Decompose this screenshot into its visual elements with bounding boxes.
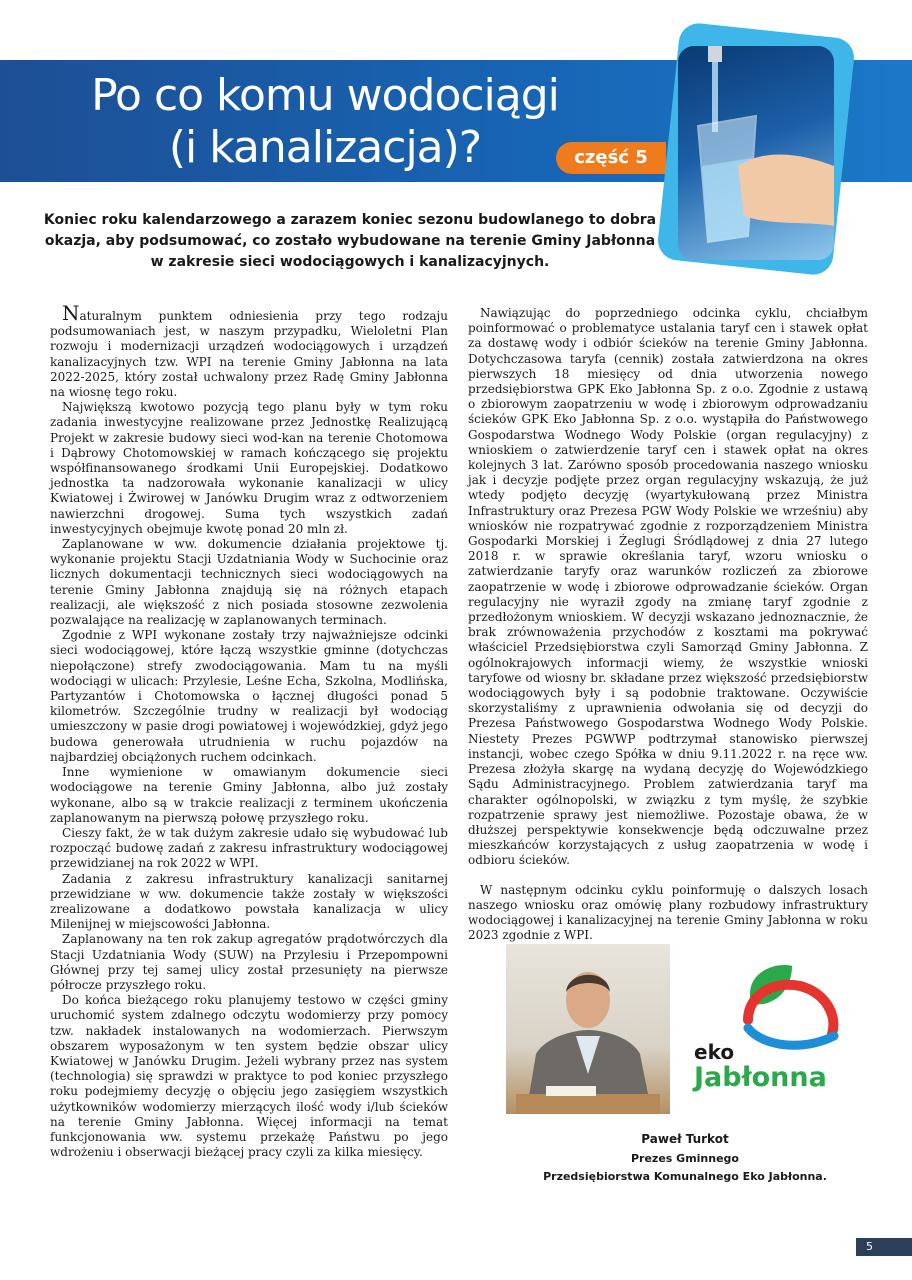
paragraph-gap <box>468 869 868 883</box>
author-role-line-2: Przedsiębiorstwa Komunalnego Eko Jabłonna. <box>543 1170 827 1183</box>
author-photo <box>506 944 670 1114</box>
logo-name: Jabłonna <box>694 1062 827 1093</box>
article-paragraph-3: Zaplanowane w ww. dokumencie działania projektowe tj. wykonanie projektu Stacji Uzdatniania Wody w Suchocinie oraz licznych dokumentacji technicznych sieci wodociągowych na terenie Gminy Jabłonna znajdują się na różnych etapach realizacji, ale większość z nich posiada stosowne zezwolenia pozwalające na realizację w zaplanowanych terminach. <box>50 537 448 628</box>
author-role-line-1: Prezes Gminnego <box>630 1152 739 1165</box>
article-column-left <box>50 301 448 1160</box>
dropcap: N <box>62 301 80 325</box>
article-paragraph-1 <box>50 301 448 400</box>
article-paragraph-1-text: aturalnym punktem odniesienia przy tego rodzaju podsumowaniach jest, w naszym przypadku, Wieloletni Plan rozwoju i modernizacji urządzeń wodociągowych i urządzeń kanalizacyjnych tzw. WPI na terenie Gminy Jabłonna na lata 2022-2025, który został uchwalony przez Radę Gminy Jabłonna na wiosnę tego roku. <box>50 309 448 400</box>
water-glass-illustration <box>678 46 834 260</box>
article-column-right <box>468 306 868 943</box>
article-paragraph-5: Inne wymienione w omawianym dokumencie sieci wodociągowe na terenie Gminy Jabłonna, albo już zostały wykonane, albo są w trakcie realizacji z terminem ukończenia zaplanowanym na pierwszą połowę przyszłego roku. <box>50 765 448 825</box>
article-paragraph-7: Zadania z zakresu infrastruktury kanalizacji sanitarnej przewidziane w ww. dokumencie także zostały w większości zrealizowane a dodatkowo powstała kanalizacja w ulicy Milenijnej w miejscowości Jabłonna. <box>50 871 448 932</box>
article-paragraph-6: Cieszy fakt, że w tak dużym zakresie udało się wybudować lub rozpocząć budowę zadań z zakresu infrastruktury wodociągowej przewidzianej na rok 2022 w WPI. <box>50 825 448 871</box>
article-paragraph-9: Do końca bieżącego roku planujemy testowo w części gminy uruchomić system zdalnego odczytu wodomierzy przy pomocy tzw. nakładek instalowanych na wodomierzach. Pierwszym obszarem wyposażonym w ten system będzie obszar ulicy Kwiatowej w Janówku Drugim. Jeżeli wybrany przez nas system (technologia) się sprawdzi w praktyce to pod koniec przyszłego roku podejmiemy decyzję o objęciu jego zasięgiem wszystkich użytkowników wodomierzy mierzących ilość wody i/lub ścieków na terenie Gminy Jabłonna. Więcej informacji na temat funkcjonowania ww. systemu przekażę Państwu po jego wdrożeniu i obserwacji bieżącej pracy czyli za kilka miesięcy. <box>50 993 448 1160</box>
author-portrait <box>506 944 670 1114</box>
article-paragraph-11: W następnym odcinku cyklu poinformuję o dalszych losach naszego wniosku oraz omówię plany rozbudowy infrastruktury wodociągowej i kanalizacyjnej na terenie Gminy Jabłonna w roku 2023 zgodnie z WPI. <box>468 882 868 943</box>
article-paragraph-8: Zaplanowany na ten rok zakup agregatów prądotwórczych dla Stacji Uzdatniania Wody (SUW) na Przylesiu i Przepompowni Głównej przy tej samej ulicy został przesunięty na pierwsze półrocze przyszłego roku. <box>50 932 448 992</box>
page-number: 5 <box>856 1238 912 1256</box>
part-badge: część 5 <box>556 142 666 174</box>
page-title <box>0 70 650 174</box>
article-paragraph-4: Zgodnie z WPI wykonane zostały trzy najważniejsze odcinki sieci wodociągowej, które łączą wszystkie gminne (dotychczas niepołączone) strefy zwodociągowania. Mam tu na myśli wodociągi w ulicach: Przylesie, Leśne Echa, Szkolna, Modlińska, Partyzantów i Chotomowska o łącznej długości ponad 5 kilometrów. Szczególnie trudny w realizacji był wodociąg umieszczony w pasie drogi powiatowej i wojewódzkiej, gdyż jego budowa generowała utrudnienia w ruchu pojazdów na najbardziej obciążonych ruchem odcinkach. <box>50 628 448 764</box>
article-paragraph-10: Nawiązując do poprzedniego odcinka cyklu, chciałbym poinformować o problematyce ustalania taryf cen i stawek opłat za dostawę wody i odbiór ścieków na terenie Gminy Jabłonna. Dotychczasowa taryfa (cennik) została zatwierdzona na okres pierwszych 18 miesięcy od dnia utworzenia nowego przedsiębiorstwa GPK Eko Jabłonna Sp. z o.o. Zgodnie z ustawą o zbiorowym zaopatrzeniu w wodę i zbiorowym odprowadzaniu ścieków GPK Eko Jabłonna Sp. z o.o. wystąpiła do Państwowego Gospodarstwa Wodnego Wody Polskie (organ regulacyjny) z wnioskiem o zatwierdzenie taryf cen i stawek opłat na okres kolejnych 3 lat. Zarówno sposób procedowania naszego wniosku jak i decyzje podjęte przez organ regulacyjny wskazują, że już wtedy podjęto decyzję (wyartykułowaną przez Ministra Infrastruktury oraz Prezesa PGW Wody Polskie we wrześniu) aby wniosków nie rozpatrywać zgodnie z rozporządzeniem Ministra Gospodarki Morskiej i Żeglugi Śródlądowej z dnia 27 lutego 2018 r. w sprawie określania taryf, wzoru wniosku o zatwierdzanie taryfy oraz warunków rozliczeń za zbiorowe zaopatrzenie w wodę i zbiorowe odprowadzanie ścieków. Organ regulacyjny nie wyraził zgody na zmianę taryf zgodnie z przedłożonym wnioskiem. W decyzji wskazano jednoznacznie, że brak zrównoważenia przychodów z kosztami ma pokrywać właściciel Przedsiębiorstwa czyli Samorząd Gminy Jabłonna. Z ogólnokrajowych informacji wiemy, że wszystkie wnioski taryfowe od wiosny br. składane przez większość przedsiębiorstw wodociągowych były i są podobnie traktowane. Oczywiście skorzystaliśmy z uprawnienia odwołania się od decyzji do Prezesa Państwowego Gospodarstwa Wodnego Wody Polskie. Niestety Prezes PGWWP podtrzymał stanowisko pierwszej instancji, wobec czego Spółka w dniu 9.11.2022 r. na ręce ww. Prezesa złożyła skargę na wydaną decyzję do Wojewódzkiego Sądu Administracyjnego. Problem zatwierdzania taryf ma charakter ogólnopolski, w związku z tym myślę, że szybkie rozpatrzenie sprawy jest niemożliwe. Pozostaje obawa, że w dłuższej perspektywie konsekwencje będą odczuwalne przez mieszkańców korzystających z usług zaopatrzenia w wodę i odbioru ścieków. <box>468 306 868 868</box>
author-name: Paweł Turkot <box>641 1132 729 1146</box>
title-line-2: (i kanalizacja)? <box>168 122 482 173</box>
water-glass-photo <box>678 46 834 260</box>
title-line-1: Po co komu wodociągi <box>91 70 559 121</box>
logo-prefix: eko <box>694 1040 735 1064</box>
article-paragraph-2: Największą kwotowo pozycją tego planu były w tym roku zadania inwestycyjne realizowane przez Jednostkę Realizującą Projekt w zakresie budowy sieci wod-kan na terenie Chotomowa i Dąbrowy Chotomowskiej w ramach kończącego się projektu współfinansowanego środkami Unii Europejskiej. Dodatkowo jednostka ta nadzorowała wykonanie kanalizacji w ulicy Kwiatowej i Żwirowej w Janówku Drugim wraz z odtworzeniem nawierzchni drogowej. Suma tych wszystkich zadań inwestycyjnych obejmuje kwotę ponad 20 mln zł. <box>50 400 448 536</box>
lead-paragraph: Koniec roku kalendarzowego a zarazem koniec sezonu budowlanego to dobra okazja, aby podsumować, co zostało wybudowane na terenie Gminy Jabłonna w zakresie sieci wodociągowych i kanalizacyjnych. <box>43 212 657 270</box>
